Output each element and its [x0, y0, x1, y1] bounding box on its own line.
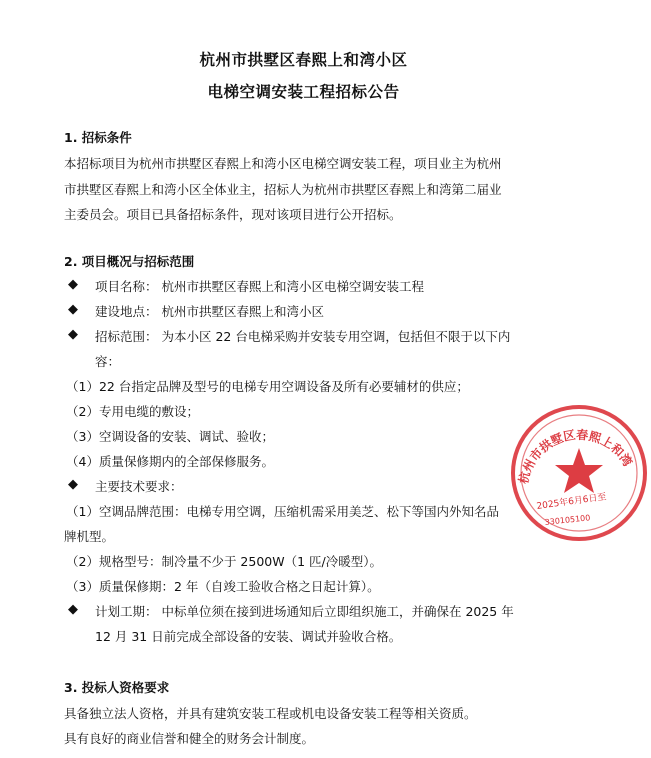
scope-item-3: （3）空调设备的安装、调试、验收； [66, 429, 274, 444]
section-1-text-line-3: 主委员会。项目已具备招标条件，现对该项目进行公开招标。 [64, 207, 402, 222]
bullet-diamond-icon: ◆ [68, 277, 78, 292]
bullet-diamond-icon: ◆ [68, 302, 78, 317]
svg-text:杭州市拱墅区春熙上和湾: 杭州市拱墅区春熙上和湾 [516, 427, 635, 486]
scope-item-2: （2）专用电缆的敷设； [66, 404, 199, 419]
star-icon [555, 448, 603, 493]
title-line-2: 电梯空调安装工程招标公告 [207, 83, 400, 101]
section-2-heading: 2. 项目概况与招标范围 [64, 254, 195, 269]
bullet-diamond-icon: ◆ [68, 477, 78, 492]
scope-item-1: （1）22 台指定品牌及型号的电梯专用空调设备及所有必要辅材的供应； [66, 379, 469, 394]
title-line-1: 杭州市拱墅区春熙上和湾小区 [199, 51, 408, 69]
svg-text:2025年6月6日至: 2025年6月6日至 [536, 492, 608, 512]
tech-item-1-line-1: （1）空调品牌范围：电梯专用空调，压缩机需采用美芝、松下等国内外知名品 [66, 504, 499, 519]
tech-item-1-line-2: 牌机型。 [64, 529, 115, 544]
bullet-diamond-icon: ◆ [68, 602, 78, 617]
section-1-text-line-2: 市拱墅区春熙上和湾小区全体业主，招标人为杭州市拱墅区春熙上和湾第二届业 [64, 182, 502, 197]
bullet-diamond-icon: ◆ [68, 327, 78, 342]
tech-item-3: （3）质量保修期：2 年（自竣工验收合格之日起计算）。 [66, 579, 380, 594]
section-1-heading: 1. 招标条件 [64, 130, 132, 145]
tech-item-2: （2）规格型号：制冷量不少于 2500W（1 匹/冷暖型）。 [66, 554, 382, 569]
official-seal-stamp [507, 401, 651, 545]
scope-line-1: 招标范围： 为本小区 22 台电梯采购并安装专用空调，包括但不限于以下内 [95, 329, 511, 344]
section-3-text-line-1: 具备独立法人资格，并具有建筑安装工程或机电设备安装工程等相关资质。 [64, 706, 477, 721]
project-name-line: 项目名称： 杭州市拱墅区春熙上和湾小区电梯空调安装工程 [95, 279, 424, 294]
tech-requirements-heading: 主要技术要求： [95, 479, 183, 494]
svg-text:330105100: 330105100 [544, 513, 591, 527]
schedule-line-2: 12 月 31 日前完成全部设备的安装、调试并验收合格。 [95, 629, 402, 644]
section-3-heading: 3. 投标人资格要求 [64, 680, 170, 695]
schedule-line-1: 计划工期： 中标单位须在接到进场通知后立即组织施工，并确保在 2025 年 [95, 604, 514, 619]
section-3-text-line-2: 具有良好的商业信誉和健全的财务会计制度。 [64, 731, 315, 746]
scope-line-2: 容： [95, 354, 121, 369]
site-line: 建设地点： 杭州市拱墅区春熙上和湾小区 [95, 304, 324, 319]
scope-item-4: （4）质量保修期内的全部保修服务。 [66, 454, 274, 469]
section-1-text-line-1: 本招标项目为杭州市拱墅区春熙上和湾小区电梯空调安装工程，项目业主为杭州 [64, 156, 502, 171]
